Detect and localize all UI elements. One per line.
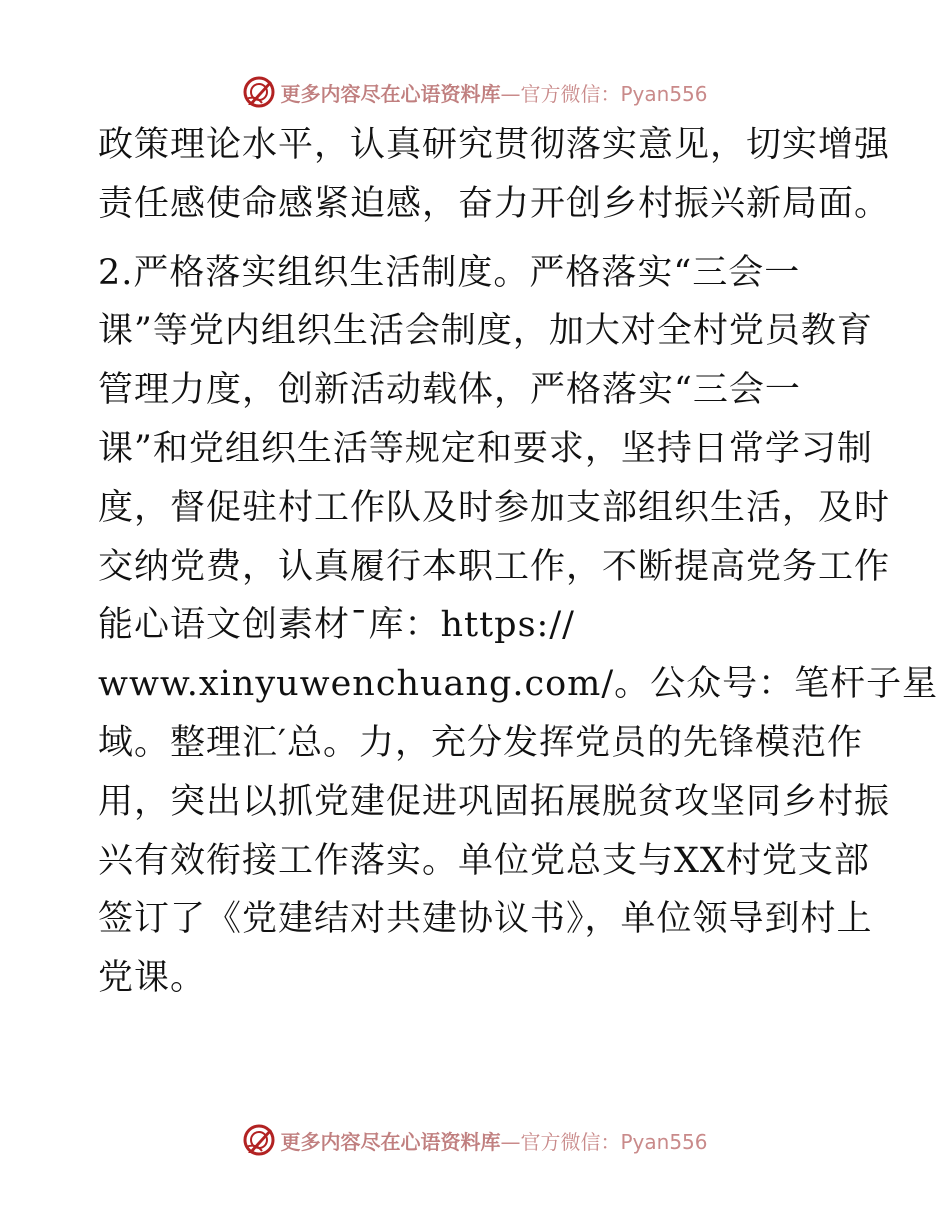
banner-wechat-label: 官方微信： (520, 81, 621, 106)
text-line: 度，督促驻村工作队及时参加支部组织生活，及时 (98, 487, 891, 528)
text-line: 用，突出以抓党建促进巩固拓展脱贫攻坚同乡村振 (98, 781, 891, 822)
header-banner (0, 72, 950, 112)
text-line: 管理力度，创新活动载体，严格落实“三会一 (98, 370, 801, 411)
banner-wechat-label: 官方微信： (520, 1129, 621, 1154)
text-line: www.xinyuwenchuang.com/。公众号：笔杆子星 (98, 664, 939, 705)
text-line: 能心语文创素材¯库：https:// (98, 605, 575, 646)
text-line: 党课。 (98, 958, 207, 999)
banner-wechat-id: Pyan556 (620, 1129, 708, 1154)
quill-logo-icon (242, 1123, 276, 1157)
text-line: 签订了《党建结对共建协议书》，单位领导到村上 (98, 899, 873, 940)
banner-wechat-id: Pyan556 (620, 81, 708, 106)
text-line: 课”和党组织生活等规定和要求，坚持日常学习制 (98, 428, 873, 469)
banner-dash: — (500, 81, 521, 106)
text-line: 域。整理汇′总。力，充分发挥党员的先锋模范作 (98, 722, 863, 763)
document-body (98, 116, 939, 1008)
text-line: 课”等党内组织生活会制度，加大对全村党员教育 (98, 311, 873, 352)
text-line: 2.严格落实组织生活制度。严格落实“三会一 (98, 252, 801, 293)
paragraph-gap (98, 234, 858, 244)
text-line: 兴有效衔接工作落实。单位党总支与XX村党支部 (98, 840, 870, 881)
banner-brand: 更多内容尽在心语资料库 (280, 81, 501, 106)
quill-logo-icon (242, 75, 276, 109)
text-line: 政策理论水平，认真研究贯彻落实意见，切实增强 (98, 125, 891, 165)
banner-dash: — (500, 1129, 521, 1154)
banner-brand: 更多内容尽在心语资料库 (280, 1129, 501, 1154)
text-line: 责任感使命感紧迫感，奋力开创乡村振兴新局面。 (98, 183, 891, 224)
text-line: 交纳党费，认真履行本职工作，不断提高党务工作 (98, 546, 891, 587)
footer-banner (0, 1120, 950, 1160)
